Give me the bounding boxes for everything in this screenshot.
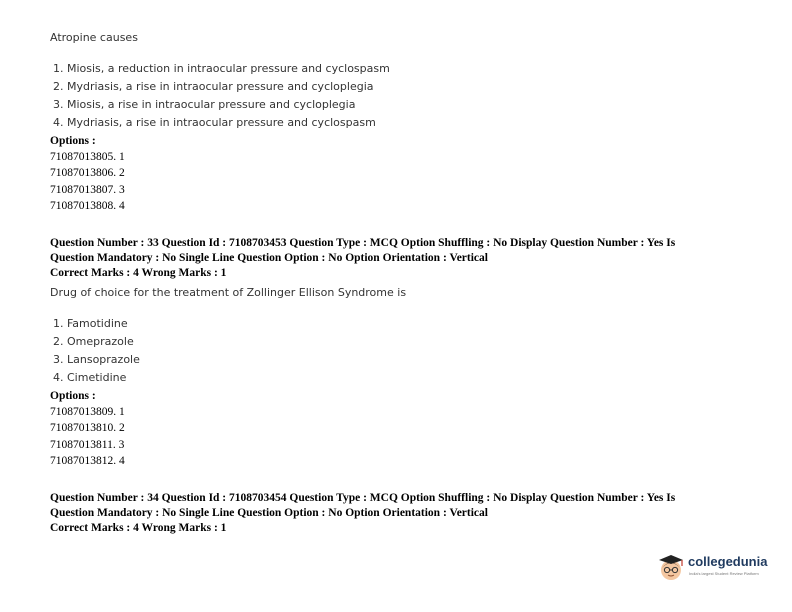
- question-stem: Atropine causes: [50, 31, 138, 44]
- answer-choice: 2. Omeprazole: [53, 335, 134, 348]
- option-id: 71087013810. 2: [50, 422, 125, 434]
- answer-choice: 3. Miosis, a rise in intraocular pressure and cycloplegia: [53, 98, 356, 111]
- question-header: Question Mandatory : No Single Line Question Option : No Option Orientation : Vertical: [50, 252, 488, 264]
- answer-choice: 1. Miosis, a reduction in intraocular pressure and cyclospasm: [53, 62, 390, 75]
- logo-tagline: India's largest Student Review Platform: [689, 571, 759, 576]
- option-id: 71087013808. 4: [50, 200, 125, 212]
- options-label: Options :: [50, 135, 96, 147]
- collegedunia-logo: [658, 552, 768, 584]
- answer-choice: 3. Lansoprazole: [53, 353, 140, 366]
- answer-choice: 4. Cimetidine: [53, 371, 127, 384]
- option-id: 71087013805. 1: [50, 151, 125, 163]
- answer-choice: 4. Mydriasis, a rise in intraocular pressure and cyclospasm: [53, 116, 376, 129]
- option-id: 71087013809. 1: [50, 406, 125, 418]
- option-id: 71087013807. 3: [50, 184, 125, 196]
- option-id: 71087013812. 4: [50, 455, 125, 467]
- question-header: Question Mandatory : No Single Line Question Option : No Option Orientation : Vertical: [50, 507, 488, 519]
- options-label: Options :: [50, 390, 96, 402]
- option-id: 71087013806. 2: [50, 167, 125, 179]
- question-stem: Drug of choice for the treatment of Zollinger Ellison Syndrome is: [50, 286, 407, 299]
- question-header: Question Number : 33 Question Id : 7108703453 Question Type : MCQ Option Shuffling : No Display Question Number : Yes Is: [50, 237, 676, 249]
- logo-name: collegedunia: [688, 554, 768, 569]
- option-id: 71087013811. 3: [50, 439, 125, 451]
- question-marks: Correct Marks : 4 Wrong Marks : 1: [50, 267, 227, 279]
- graduate-icon: [658, 552, 686, 582]
- answer-choice: 2. Mydriasis, a rise in intraocular pressure and cycloplegia: [53, 80, 374, 93]
- question-header: Question Number : 34 Question Id : 7108703454 Question Type : MCQ Option Shuffling : No Display Question Number : Yes Is: [50, 492, 676, 504]
- answer-choice: 1. Famotidine: [53, 317, 128, 330]
- question-marks: Correct Marks : 4 Wrong Marks : 1: [50, 522, 227, 534]
